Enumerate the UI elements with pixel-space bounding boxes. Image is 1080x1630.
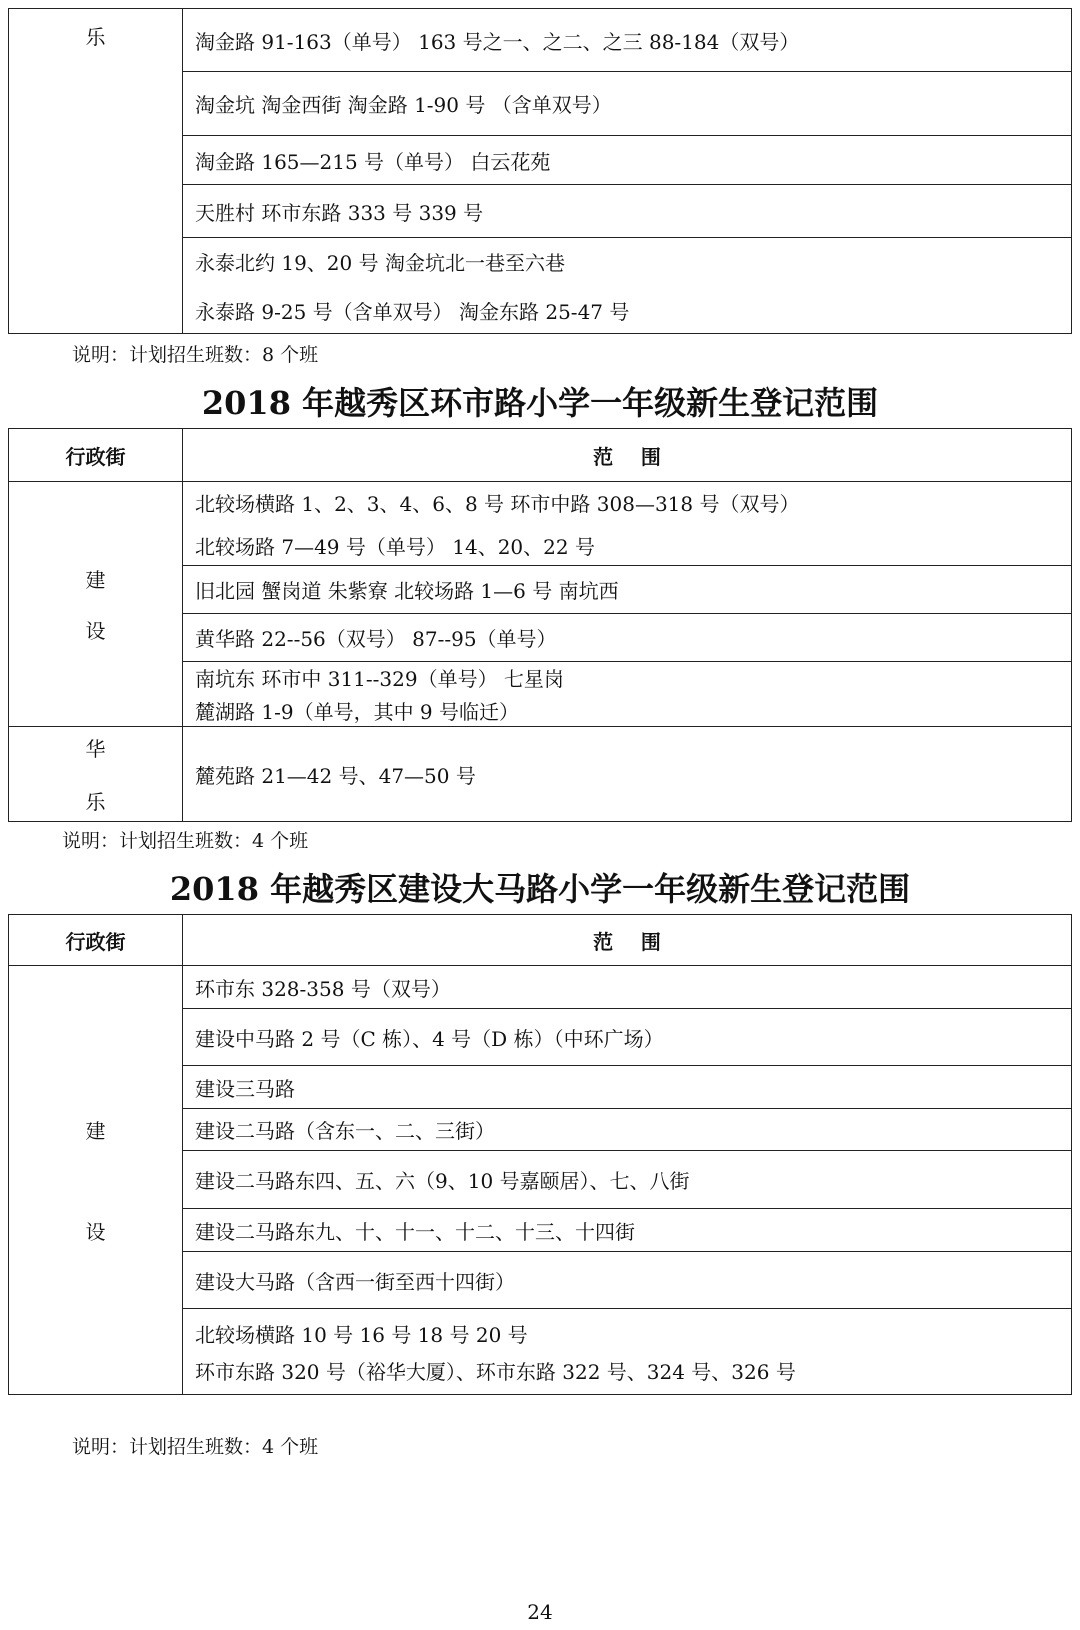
range-line: 麓湖路 1-9（单号，其中 9 号临迁）: [195, 700, 520, 724]
range-line: 淘金路 91-163（单号） 163 号之一、之二、之三 88-184（双号）: [195, 29, 800, 54]
range-line: 北较场路 7—49 号（单号） 14、20、22 号: [195, 534, 595, 559]
street-name: 乐: [85, 25, 106, 49]
range-line: 永泰路 9-25 号（含单双号） 淘金东路 25-47 号: [195, 299, 630, 324]
range-cell: [183, 1009, 1072, 1066]
page-number: 24: [527, 1600, 553, 1624]
range-line: 环市东 328-358 号（双号）: [195, 976, 451, 1001]
range-cell: [183, 1309, 1072, 1395]
header-street: 行政街: [9, 429, 183, 482]
range-cell: [183, 1209, 1072, 1252]
range-line: 北较场横路 1、2、3、4、6、8 号 环市中路 308—318 号（双号）: [195, 491, 800, 516]
street-cell-huale: [9, 727, 183, 822]
range-line: 麓苑路 21—42 号、47—50 号: [195, 763, 476, 788]
range-line: 建设三马路: [195, 1076, 295, 1101]
section3-title: 2018 年越秀区建设大马路小学一年级新生登记范围: [169, 870, 911, 908]
range-line: 环市东路 320 号（裕华大厦）、环市东路 322 号、324 号、326 号: [195, 1359, 796, 1384]
street-cell-jianshe: [9, 482, 183, 727]
range-cell: [183, 238, 1072, 334]
range-cell: [183, 727, 1072, 822]
street-name: 设: [85, 1220, 106, 1244]
section2-title: 2018 年越秀区环市路小学一年级新生登记范围: [201, 384, 879, 422]
range-line: 建设二马路东九、十、十一、十二、十三、十四街: [195, 1219, 635, 1244]
header-range: 范 围: [183, 429, 1072, 482]
range-line: 天胜村 环市东路 333 号 339 号: [195, 200, 484, 225]
table-section2: [8, 428, 1072, 822]
range-line: 旧北园 蟹岗道 朱紫寮 北较场路 1—6 号 南坑西: [195, 579, 619, 603]
range-cell: [183, 1151, 1072, 1209]
note-top: 说明：计划招生班数：8 个班: [72, 344, 319, 366]
range-cell: [183, 1252, 1072, 1309]
range-cell: [183, 566, 1072, 614]
street-name: 建: [85, 568, 106, 592]
range-cell: [183, 136, 1072, 185]
range-cell: [183, 1066, 1072, 1109]
street-name: 乐: [85, 790, 106, 814]
table-section3: [8, 914, 1072, 1395]
range-cell: [183, 185, 1072, 238]
street-name: 华: [85, 737, 106, 761]
range-line: 建设二马路东四、五、六（9、10 号嘉颐居）、七、八街: [195, 1169, 690, 1193]
range-line: 建设大马路（含西一街至西十四街）: [195, 1269, 515, 1294]
range-line: 建设中马路 2 号（C 栋）、4 号（D 栋）（中环广场）: [195, 1026, 664, 1051]
header-street: 行政街: [9, 915, 183, 966]
header-range: 范 围: [183, 915, 1072, 966]
table-top: [8, 8, 1072, 334]
range-cell: [183, 482, 1072, 566]
note-section2: 说明：计划招生班数：4 个班: [62, 830, 309, 852]
range-cell: [183, 662, 1072, 727]
range-cell: [183, 72, 1072, 136]
range-line: 永泰北约 19、20 号 淘金坑北一巷至六巷: [195, 250, 565, 275]
range-line: 淘金坑 淘金西街 淘金路 1-90 号 （含单双号）: [195, 93, 612, 117]
range-cell: [183, 966, 1072, 1009]
range-line: 黄华路 22--56（双号） 87--95（单号）: [195, 627, 557, 651]
street-cell-le: [9, 9, 183, 334]
range-cell: [183, 9, 1072, 72]
range-cell: [183, 1109, 1072, 1151]
range-line: 南坑东 环市中 311--329（单号） 七星岗: [195, 667, 564, 691]
street-name: 建: [85, 1119, 106, 1143]
range-cell: [183, 614, 1072, 662]
note-section3: 说明：计划招生班数：4 个班: [72, 1436, 319, 1458]
range-line: 北较场横路 10 号 16 号 18 号 20 号: [195, 1322, 528, 1347]
range-line: 淘金路 165—215 号（单号） 白云花苑: [195, 149, 551, 174]
street-name: 设: [85, 619, 106, 643]
range-line: 建设二马路（含东一、二、三街）: [195, 1119, 495, 1143]
street-cell-jianshe: [9, 966, 183, 1395]
